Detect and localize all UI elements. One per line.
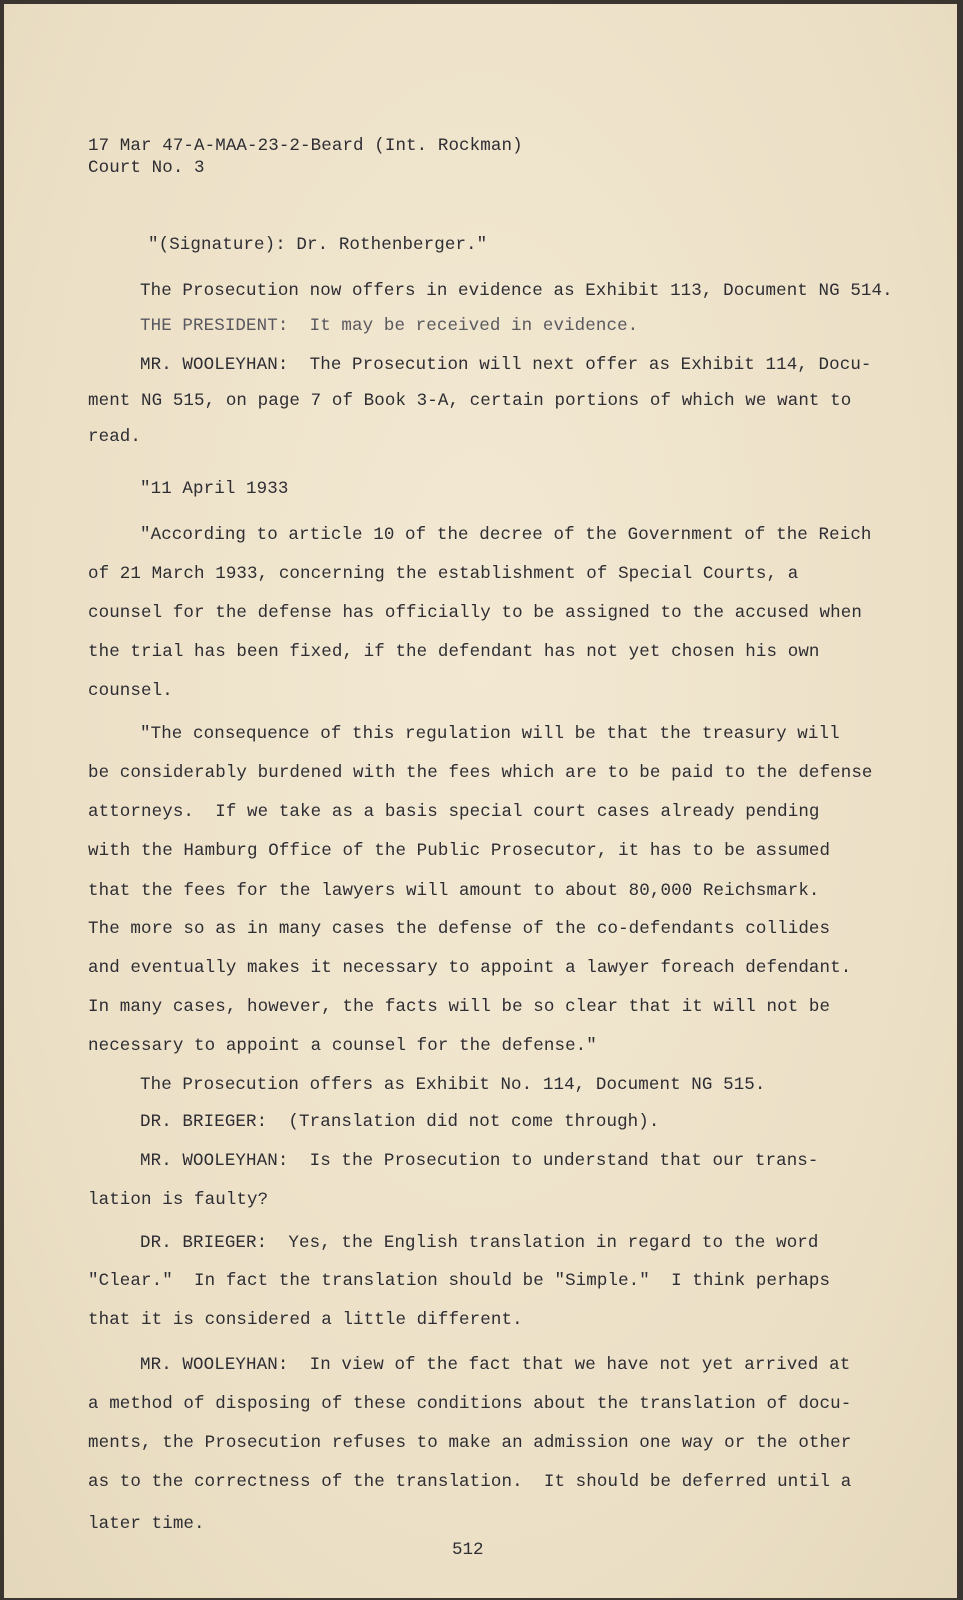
text-line: "The consequence of this regulation will be that the treasury will [140, 724, 840, 744]
text-line: counsel for the defense has officially to be assigned to the accused when [88, 603, 862, 623]
text-line: with the Hamburg Office of the Public Prosecutor, it has to be assumed [88, 841, 831, 861]
text-line: lation is faulty? [88, 1190, 269, 1210]
text-line: the trial has been fixed, if the defendant has not yet chosen his own [88, 642, 820, 662]
text-line: counsel. [88, 681, 173, 701]
text-line: The Prosecution now offers in evidence as Exhibit 113, Document NG 514. [140, 281, 893, 301]
text-line: of 21 March 1933, concerning the establishment of Special Courts, a [88, 564, 799, 584]
text-line: read. [88, 427, 142, 447]
text-line: be considerably burdened with the fees which are to be paid to the defense [88, 763, 873, 783]
text-line: as to the correctness of the translation. It should be deferred until a [88, 1472, 852, 1492]
text-line: that the fees for the lawyers will amount to about 80,000 Reichsmark. [88, 881, 820, 901]
text-line: DR. BRIEGER: Yes, the English translation in regard to the word [140, 1233, 819, 1253]
text-line: "According to article 10 of the decree of the Government of the Reich [140, 525, 872, 545]
text-line: and eventually makes it necessary to appoint a lawyer foreach defendant. [88, 958, 852, 978]
text-line: DR. BRIEGER: (Translation did not come through). [140, 1112, 660, 1132]
header-line-1: 17 Mar 47-A-MAA-23-2-Beard (Int. Rockman) [88, 136, 523, 156]
text-line: MR. WOOLEYHAN: Is the Prosecution to understand that our trans- [140, 1151, 819, 1171]
text-line: THE PRESIDENT: It may be received in evidence. [140, 316, 639, 336]
text-line: MR. WOOLEYHAN: The Prosecution will next offer as Exhibit 114, Docu- [140, 355, 872, 375]
text-line: a method of disposing of these conditions about the translation of docu- [88, 1394, 852, 1414]
text-line: The more so as in many cases the defense of the co-defendants collides [88, 919, 831, 939]
text-line: later time. [88, 1514, 205, 1534]
text-line: In many cases, however, the facts will be so clear that it will not be [88, 997, 831, 1017]
text-line: MR. WOOLEYHAN: In view of the fact that we have not yet arrived at [140, 1355, 851, 1375]
text-line: "Clear." In fact the translation should be "Simple." I think perhaps [88, 1271, 831, 1291]
text-line: attorneys. If we take as a basis special court cases already pending [88, 802, 820, 822]
page-number: 512 [452, 1540, 484, 1560]
header-line-2: Court No. 3 [88, 158, 205, 178]
text-line: The Prosecution offers as Exhibit No. 114, Document NG 515. [140, 1075, 766, 1095]
text-line: "11 April 1933 [140, 479, 289, 499]
text-line: that it is considered a little different. [88, 1310, 523, 1330]
text-line: "(Signature): Dr. Rothenberger." [148, 235, 488, 255]
document-page [4, 4, 957, 1598]
text-line: ments, the Prosecution refuses to make an admission one way or the other [88, 1433, 852, 1453]
text-line: necessary to appoint a counsel for the defense." [88, 1036, 597, 1056]
text-line: ment NG 515, on page 7 of Book 3-A, certain portions of which we want to [88, 391, 852, 411]
